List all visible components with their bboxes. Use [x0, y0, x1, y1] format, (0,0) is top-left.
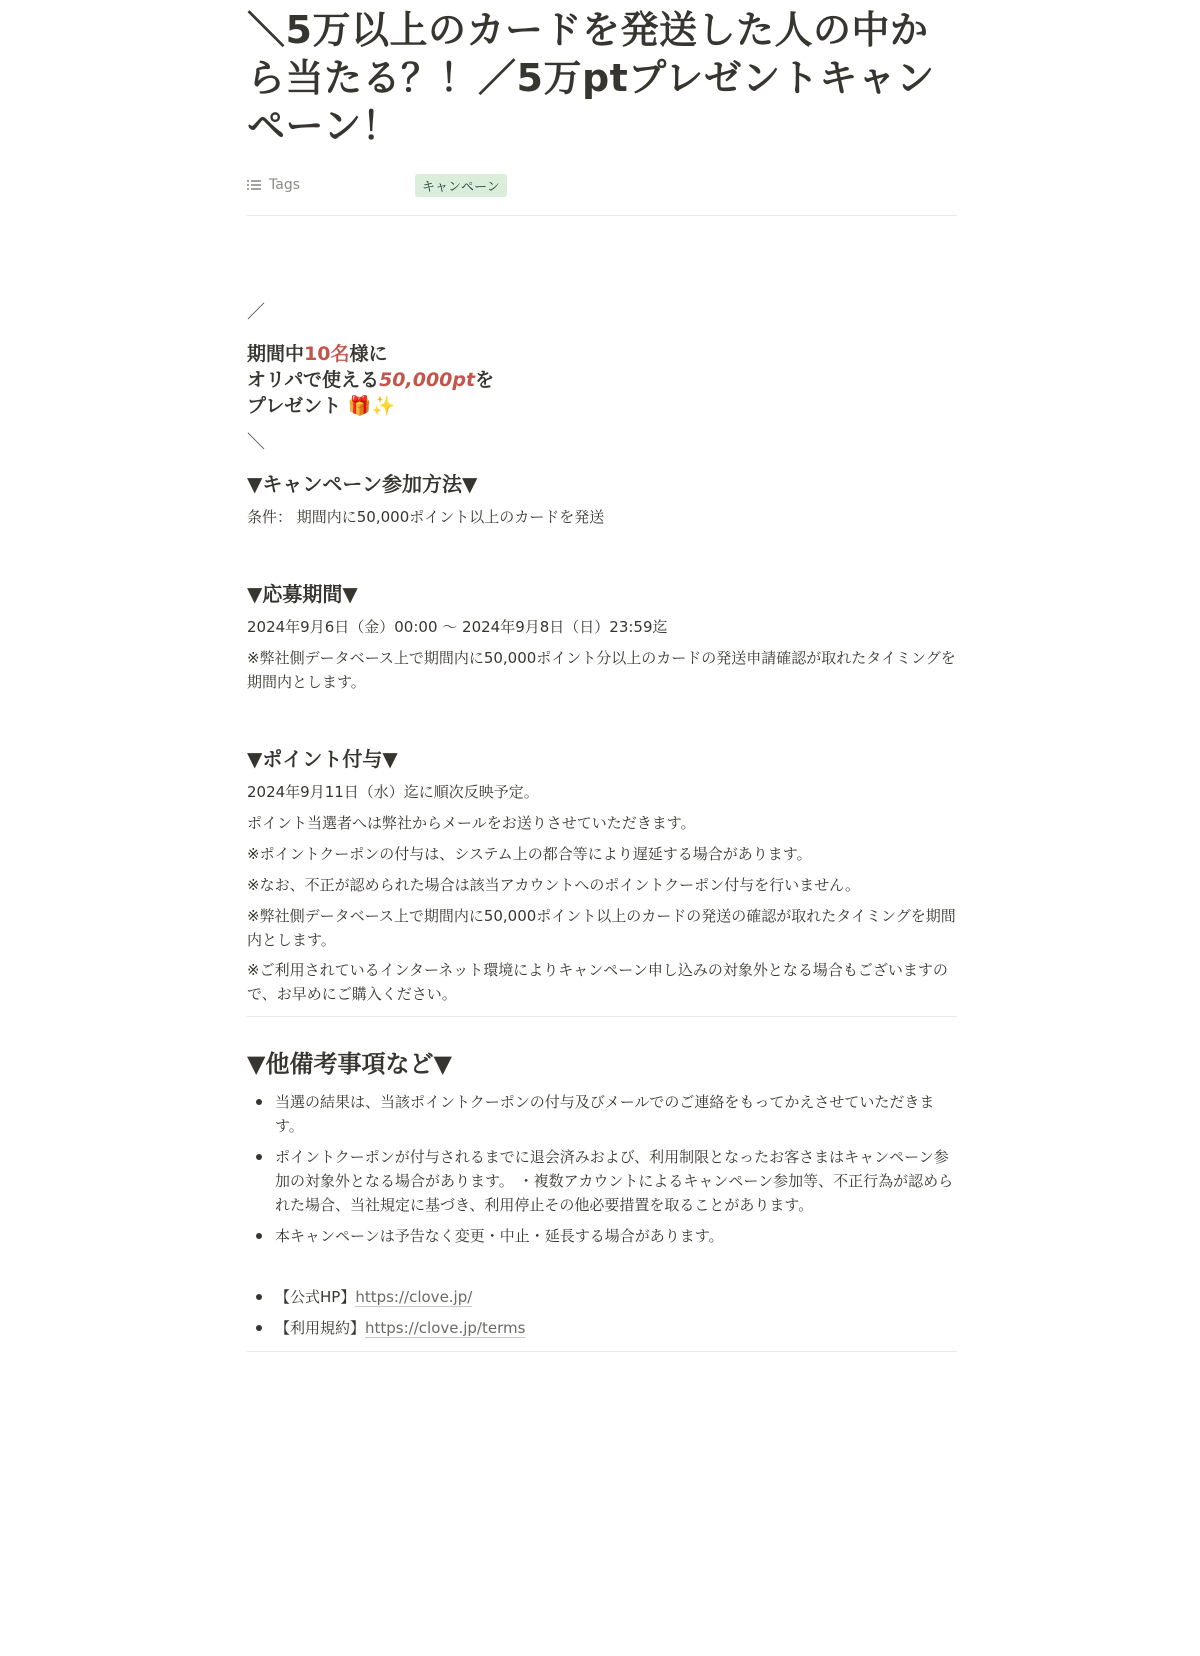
- method-condition: 条件： 期間内に50,000ポイント以上のカードを発送: [247, 508, 605, 526]
- promo-line-3: プレゼント 🎁✨: [247, 395, 396, 417]
- links-list: [247, 1285, 957, 1347]
- points-line: ※弊社側データベース上で期間内に50,000ポイント以上のカードの発送の確認が取れたタイミングを期間内とします。: [247, 907, 956, 949]
- points-line: ※ご利用されているインターネット環境によりキャンペーン申し込みの対象外となる場合もございますので、お早めにご購入ください。: [247, 961, 948, 1003]
- promo-slash-close: ＼: [247, 432, 265, 453]
- page-content: [247, 0, 957, 1337]
- heading-method: ▼キャンペーン参加方法▼: [247, 472, 478, 496]
- official-site-link[interactable]: https://clove.jp/: [355, 1288, 473, 1306]
- divider: [247, 1016, 957, 1017]
- promo-text: 期間中: [247, 343, 305, 365]
- points-line: ※ポイントクーポンの付与は、システム上の都合等により遅延する場合があります。: [247, 845, 812, 863]
- property-row-tags[interactable]: [247, 172, 957, 198]
- period-dates: 2024年9月6日（金）00:00 〜 2024年9月8日（日）23:59迄: [247, 618, 668, 636]
- heading-notes: ▼他備考事項など▼: [247, 1050, 452, 1078]
- promo-block: [247, 341, 494, 419]
- promo-text: オリパで使える: [247, 369, 380, 391]
- property-name: [247, 177, 415, 193]
- heading-period: ▼応募期間▼: [247, 582, 358, 606]
- link-label: 【利用規約】: [275, 1319, 366, 1337]
- divider: [247, 215, 957, 216]
- link-label: 【公式HP】: [275, 1288, 356, 1306]
- promo-line-2: [247, 367, 494, 393]
- promo-slash-open: ／: [247, 302, 265, 323]
- notes-list: [247, 1090, 957, 1255]
- terms-link[interactable]: https://clove.jp/terms: [365, 1319, 526, 1337]
- promo-text: 様に: [349, 343, 388, 365]
- property-label: Tags: [269, 177, 300, 193]
- points-line: 2024年9月11日（水）迄に順次反映予定。: [247, 783, 539, 801]
- list-item: ポイントクーポンが付与されるまでに退会済みおよび、利用制限となったお客さまはキャンペーン参加の対象外となる場合があります。 ・複数アカウントによるキャンペーン参加等、不正行為が認められた場合、当社規定に基づき、利用停止その他必要措置を取ることがあります。: [247, 1145, 957, 1217]
- points-line: ポイント当選者へは弊社からメールをお送りさせていただきます。: [247, 814, 696, 832]
- tag-badge[interactable]: キャンペーン: [415, 174, 507, 197]
- promo-highlight-winners: 10名: [304, 343, 350, 365]
- promo-line-1: [247, 341, 494, 367]
- points-line: ※なお、不正が認められた場合は該当アカウントへのポイントクーポン付与を行いません。: [247, 876, 861, 894]
- list-item: 本キャンペーンは予告なく変更・中止・延長する場合があります。: [247, 1224, 957, 1248]
- list-item: 当選の結果は、当該ポイントクーポンの付与及びメールでのご連絡をもってかえさせていただきます。: [247, 1090, 957, 1138]
- divider: [247, 1351, 957, 1352]
- page-title: ＼5万以上のカードを発送した人の中から当たる？！／5万ptプレゼントキャンペーン！: [247, 8, 935, 148]
- link-item-official: [247, 1285, 957, 1309]
- promo-highlight-points: 50,000pt: [379, 369, 476, 391]
- heading-points: ▼ポイント付与▼: [247, 747, 398, 771]
- promo-text: を: [475, 369, 495, 391]
- period-note: ※弊社側データベース上で期間内に50,000ポイント分以上のカードの発送申請確認が取れたタイミングを期間内とします。: [247, 649, 956, 691]
- link-item-terms: [247, 1316, 957, 1340]
- list-icon: [247, 179, 261, 191]
